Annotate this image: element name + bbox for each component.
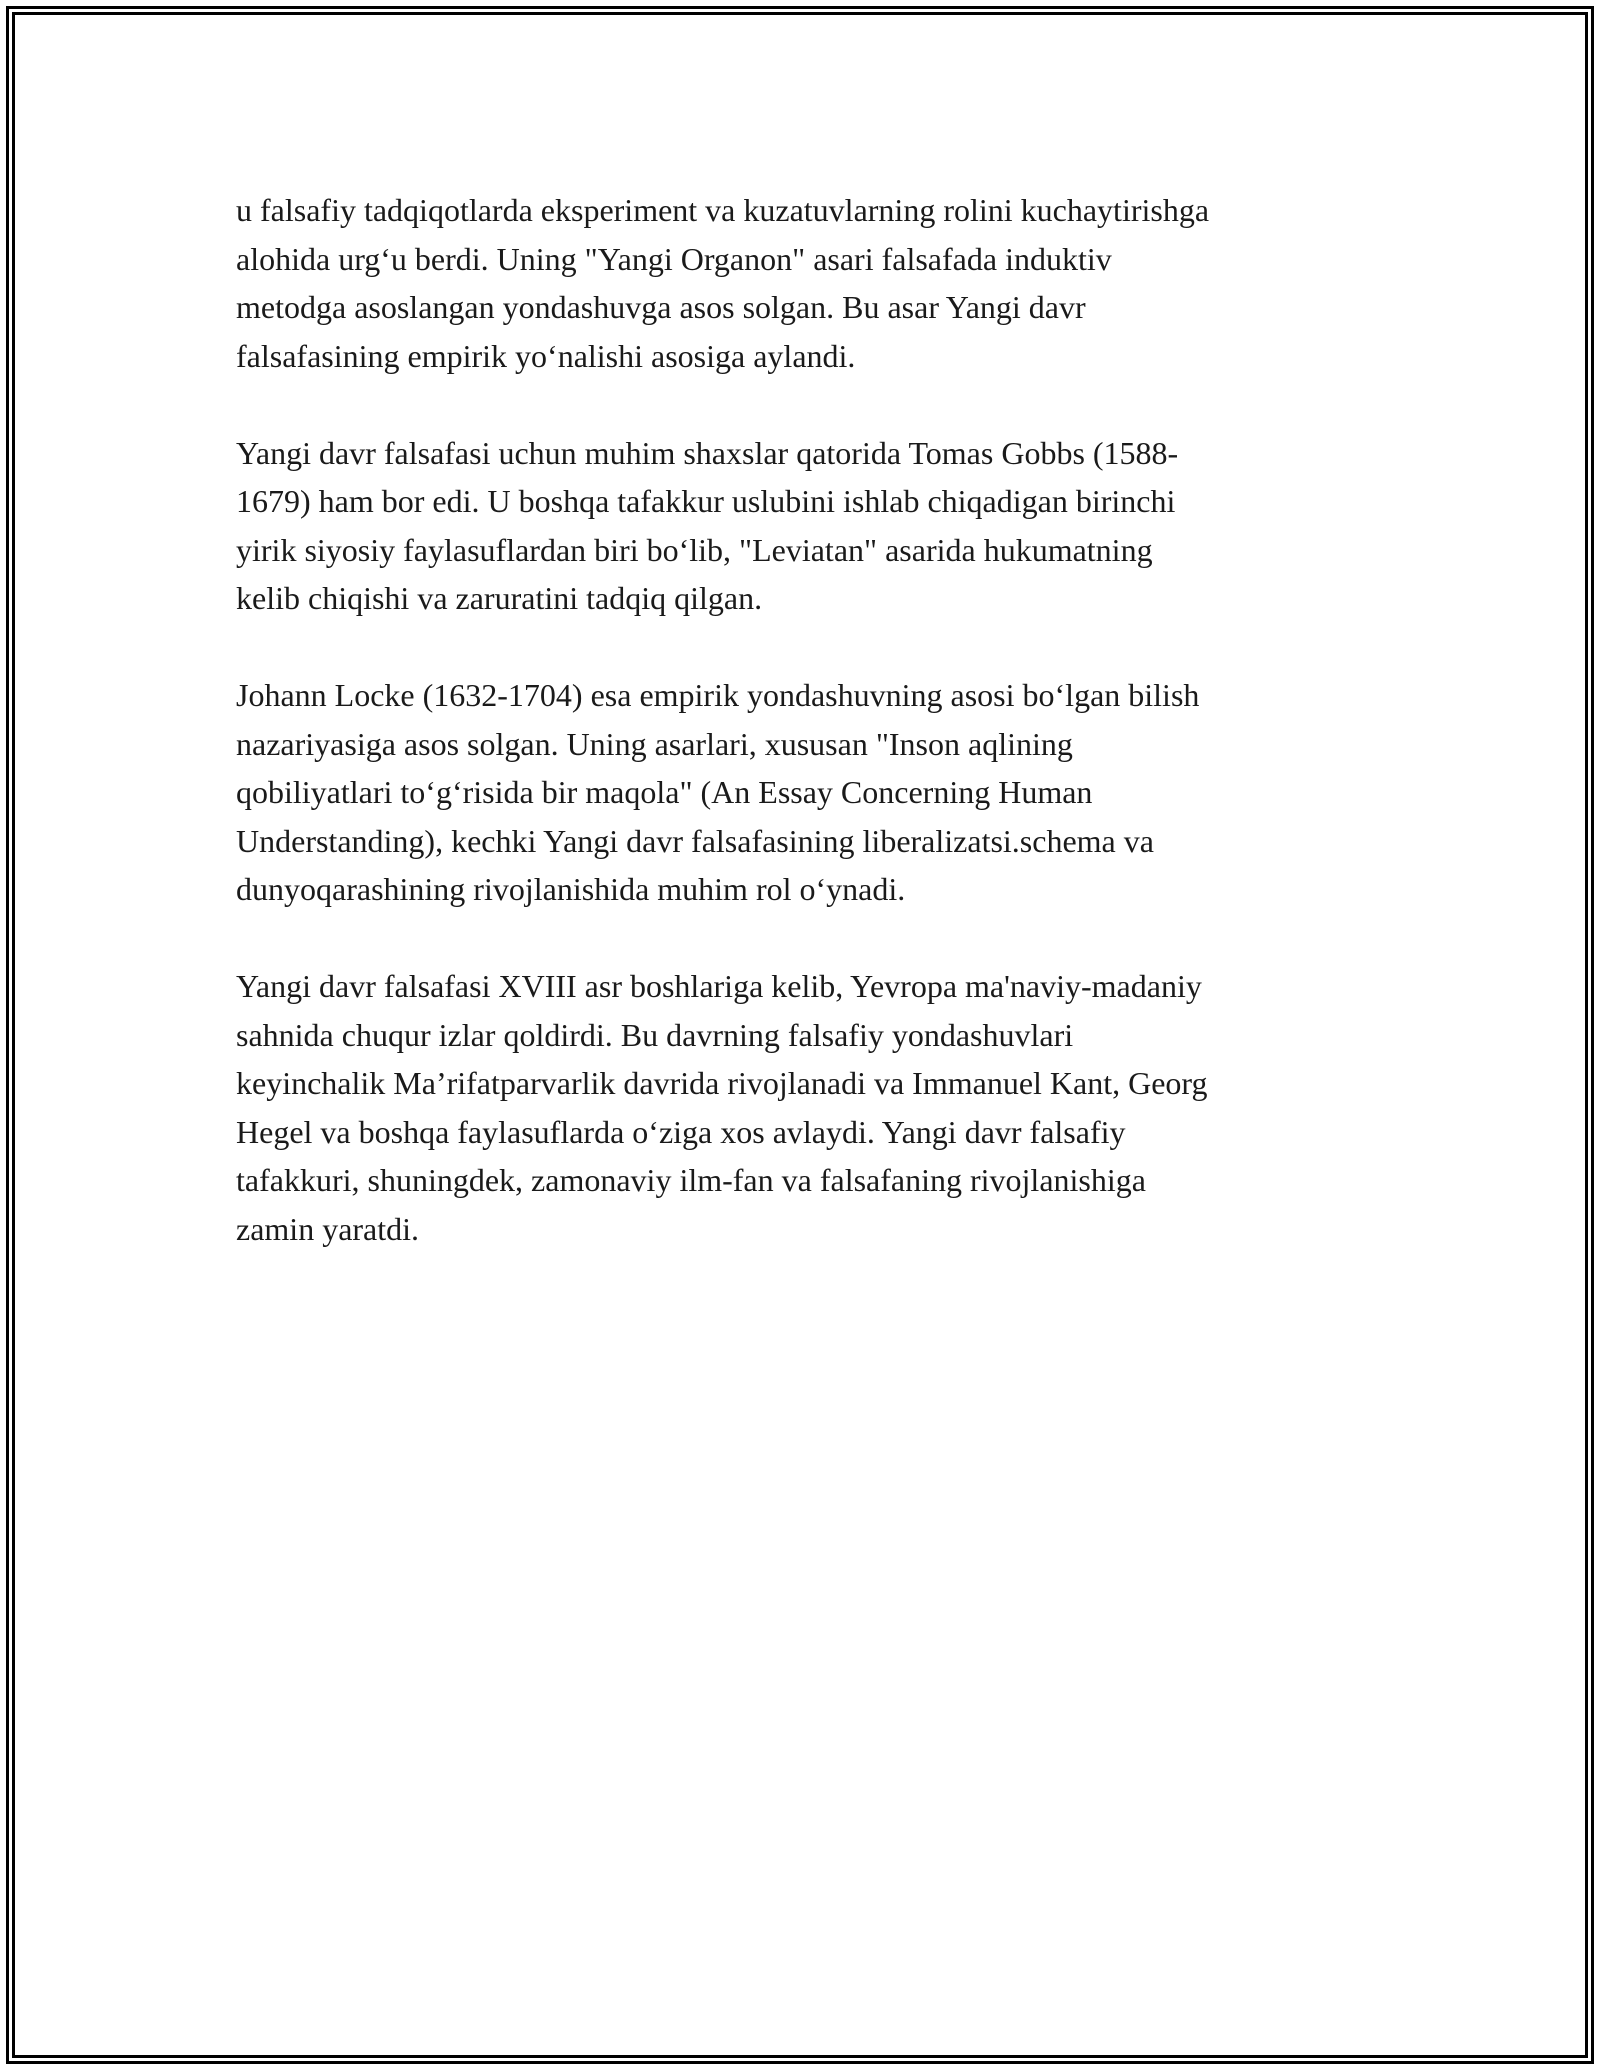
text-line: qobiliyatlari to‘g‘risida bir maqola" (An Essay Concerning Human <box>236 774 1093 810</box>
text-line: yirik siyosiy faylasuflardan biri bo‘lib, "Leviatan" asarida hukumatning <box>236 531 1153 568</box>
document-body <box>236 186 1376 1302</box>
text-line: zamin yaratdi. <box>236 1210 420 1247</box>
text-line: sahnida chuqur izlar qoldirdi. Bu davrning falsafiy yondashuvlari <box>236 1016 1074 1053</box>
text-line: Yangi davr falsafasi uchun muhim shaxslar qatorida Tomas Gobbs (1588- <box>236 434 1179 471</box>
text-line: dunyoqarashining rivojlanishida muhim rol o‘ynadi. <box>236 871 906 907</box>
paragraph-3 <box>236 671 1376 914</box>
text-line: kelib chiqishi va zaruratini tadqiq qilgan. <box>236 580 763 616</box>
text-line: nazariyasiga asos solgan. Uning asarlari, xususan "Inson aqlining <box>236 725 1073 762</box>
text-line: alohida urg‘u berdi. Uning "Yangi Organon" asari falsafada induktiv <box>236 240 1112 277</box>
text-line: tafakkuri, shuningdek, zamonaviy ilm-fan va falsafaning rivojlanishiga <box>236 1162 1146 1198</box>
text-line: Yangi davr falsafasi XVIII asr boshlariga kelib, Yevropa ma'naviy-madaniy <box>236 968 1202 1004</box>
text-line: metodga asoslangan yondashuvga asos solgan. Bu asar Yangi davr <box>236 289 1086 325</box>
text-line: Johann Locke (1632-1704) esa empirik yondashuvning asosi bo‘lgan bilish <box>236 677 1200 713</box>
paragraph-1 <box>236 186 1376 380</box>
paragraph-4 <box>236 962 1376 1253</box>
text-line: falsafasining empirik yo‘nalishi asosiga aylandi. <box>236 337 856 374</box>
paragraph-2 <box>236 429 1376 623</box>
text-line: Understanding), kechki Yangi davr falsafasining liberalizatsi.schema va <box>236 822 1154 859</box>
text-line: Hegel va boshqa faylasuflarda o‘ziga xos avlaydi. Yangi davr falsafiy <box>236 1113 1126 1150</box>
text-line: keyinchalik Ma’rifatparvarlik davrida rivojlanadi va Immanuel Kant, Georg <box>236 1065 1208 1101</box>
text-line: u falsafiy tadqiqotlarda eksperiment va kuzatuvlarning rolini kuchaytirishga <box>236 192 1210 228</box>
text-line: 1679) ham bor edi. U boshqa tafakkur uslubini ishlab chiqadigan birinchi <box>236 483 1176 519</box>
